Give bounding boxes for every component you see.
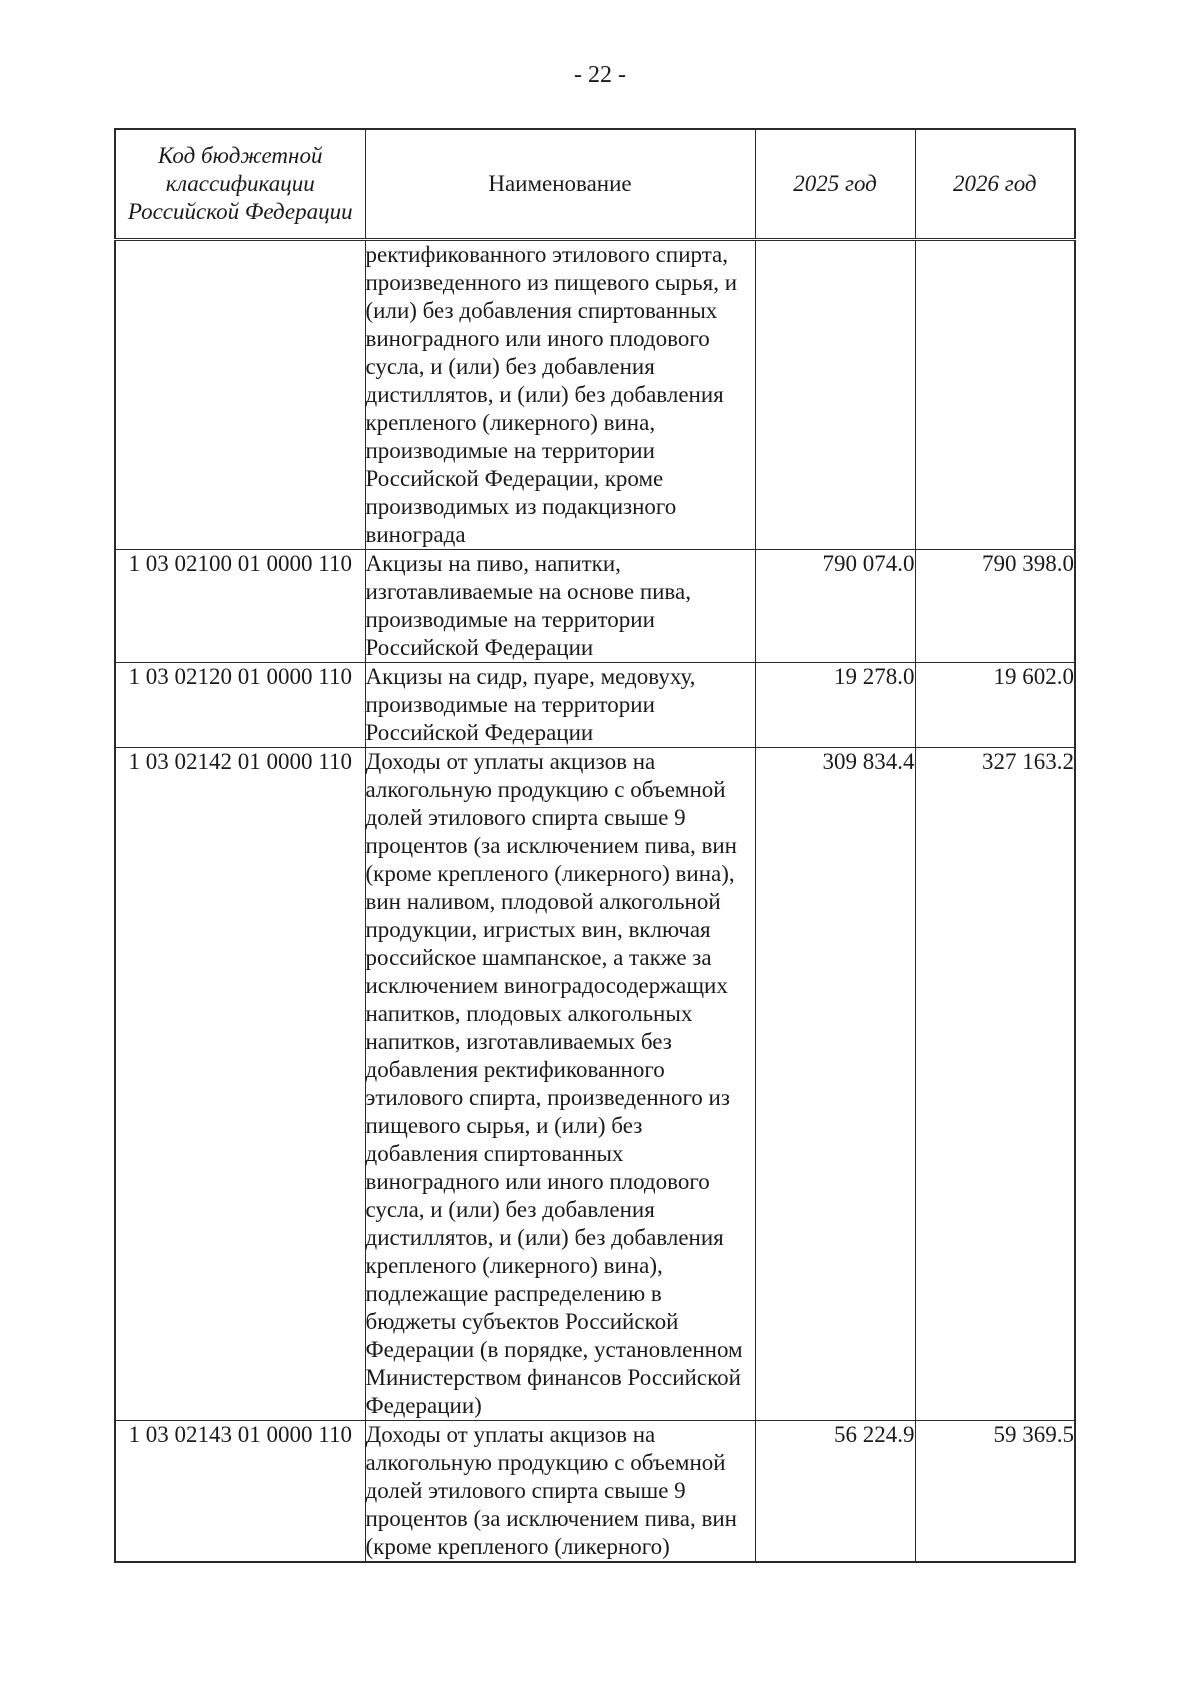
row-value-2025: 309 834.4 xyxy=(755,748,915,1421)
budget-table xyxy=(114,128,1076,1563)
row-value-2025: 56 224.9 xyxy=(755,1421,915,1563)
row-value-2026 xyxy=(915,240,1075,550)
header-code: Код бюджетной классификации Российской Федерации xyxy=(115,129,365,240)
row-value-2026: 790 398.0 xyxy=(915,550,1075,663)
row-code: 1 03 02100 01 0000 110 xyxy=(115,550,365,663)
header-name: Наименование xyxy=(365,129,755,240)
table-row xyxy=(115,748,1075,1421)
table-row xyxy=(115,1421,1075,1563)
row-value-2025: 790 074.0 xyxy=(755,550,915,663)
row-code: 1 03 02142 01 0000 110 xyxy=(115,748,365,1421)
row-value-2026: 327 163.2 xyxy=(915,748,1075,1421)
row-value-2026: 19 602.0 xyxy=(915,663,1075,748)
row-code: 1 03 02143 01 0000 110 xyxy=(115,1421,365,1563)
table-row xyxy=(115,240,1075,550)
row-name: Доходы от уплаты акцизов на алкогольную продукцию с объемной долей этилового спирта свыше 9 процентов (за исключением пива, вин (кроме крепленого (ликерного) вина), вин наливом, плодовой алкогольной продукции, игристых вин, включая российское шампанское, а также за исключением виноградосодержащих напитков, плодовых алкогольных напитков, изготавливаемых без добавления ректификованного этилового спирта, произведенного из пищевого сырья, и (или) без добавления спиртованных виноградного или иного плодового сусла, и (или) без добавления дистиллятов, и (или) без добавления крепленого (ликерного) вина), подлежащие распределению в бюджеты субъектов Российской Федерации (в порядке, установленном Министерством финансов Российской Федерации) xyxy=(365,748,755,1421)
row-name: Доходы от уплаты акцизов на алкогольную продукцию с объемной долей этилового спирта свыше 9 процентов (за исключением пива, вин (кроме крепленого (ликерного) xyxy=(365,1421,755,1563)
row-code: 1 03 02120 01 0000 110 xyxy=(115,663,365,748)
table-header-row xyxy=(115,129,1075,240)
row-name: Акцизы на сидр, пуаре, медовуху, производимые на территории Российской Федерации xyxy=(365,663,755,748)
row-value-2026: 59 369.5 xyxy=(915,1421,1075,1563)
row-name: ректификованного этилового спирта, произведенного из пищевого сырья, и (или) без добавления спиртованных виноградного или иного плодового сусла, и (или) без добавления дистиллятов, и (или) без добавления крепленого (ликерного) вина, производимые на территории Российской Федерации, кроме производимых из подакцизного винограда xyxy=(365,240,755,550)
header-2026: 2026 год xyxy=(915,129,1075,240)
table-row xyxy=(115,550,1075,663)
row-code xyxy=(115,240,365,550)
header-2025: 2025 год xyxy=(755,129,915,240)
table-row xyxy=(115,663,1075,748)
row-value-2025 xyxy=(755,240,915,550)
row-value-2025: 19 278.0 xyxy=(755,663,915,748)
page-number: - 22 - xyxy=(574,62,626,88)
row-name: Акцизы на пиво, напитки, изготавливаемые на основе пива, производимые на территории Российской Федерации xyxy=(365,550,755,663)
